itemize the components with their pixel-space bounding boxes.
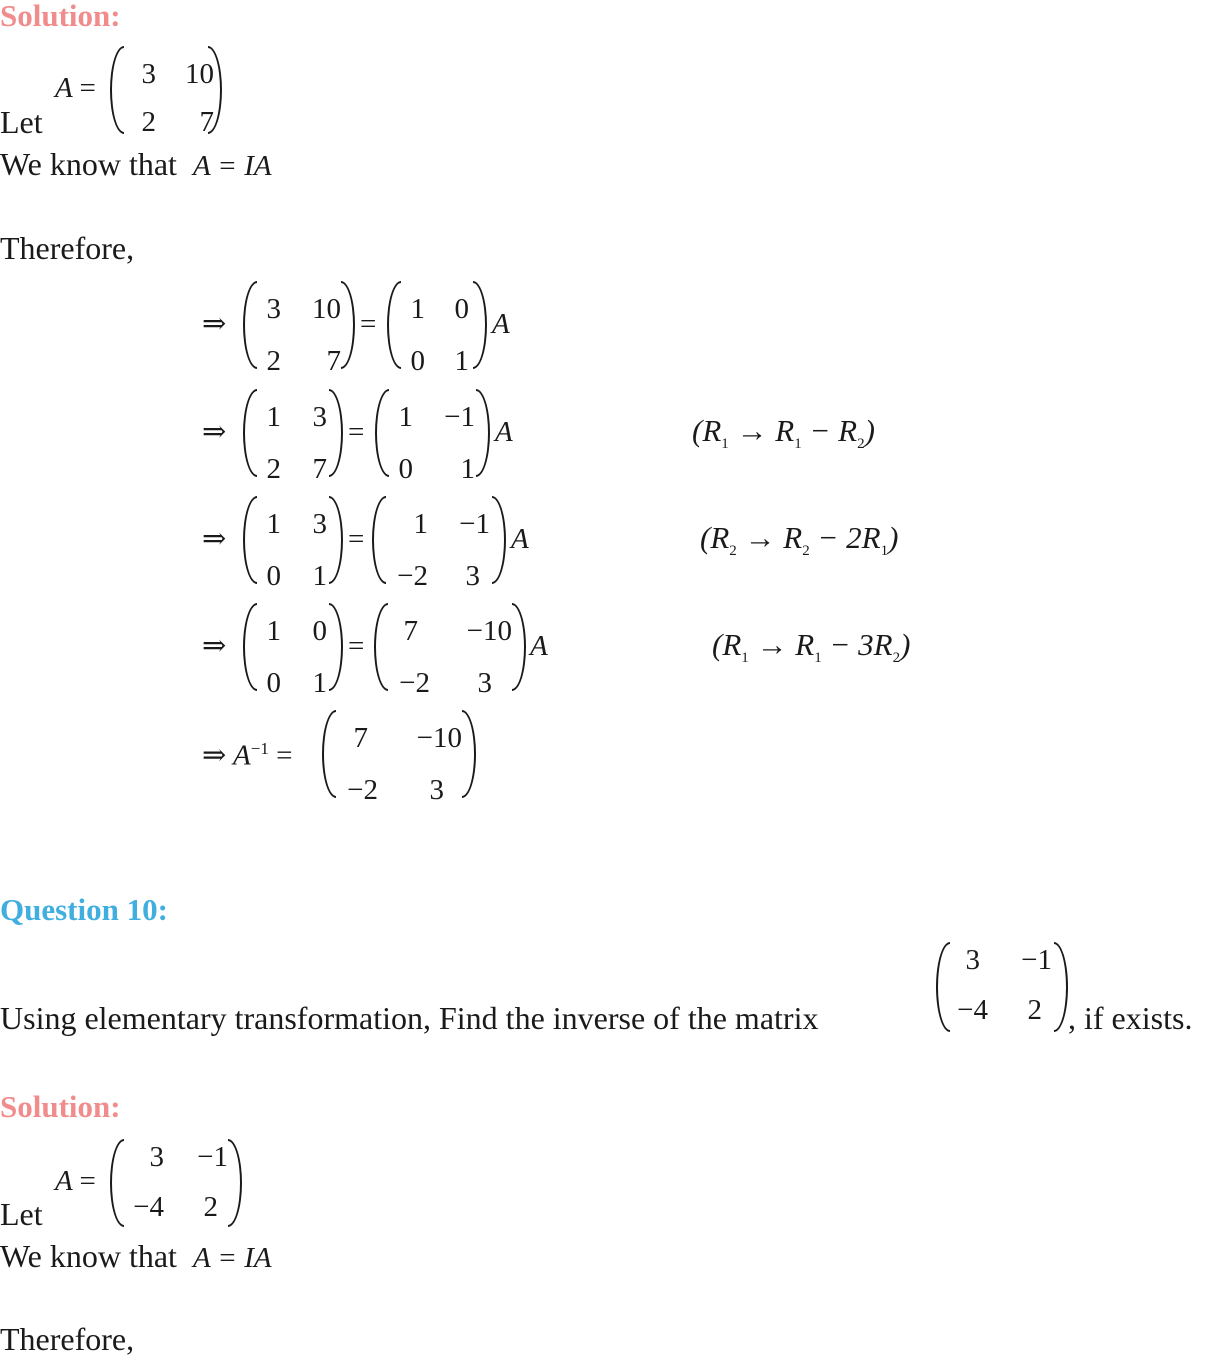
question-text: Using elementary transformation, Find the inverse of the matrix — [0, 1000, 819, 1036]
step3-lhs-matrix — [243, 496, 343, 592]
let-label: Let — [0, 1196, 43, 1232]
matrix-cell: 0 — [398, 453, 413, 485]
matrix-name: A — [495, 416, 513, 448]
matrix-cell: −1 — [197, 1141, 228, 1173]
matrix-cell: 1 — [266, 508, 281, 540]
step4-rhs-matrix — [374, 603, 526, 699]
matrix-cell: 3 — [465, 560, 480, 592]
question-text-suffix: , if exists. — [1068, 1000, 1193, 1036]
matrix-cell: 10 — [185, 58, 214, 90]
let-matrix-name: A = — [55, 1165, 96, 1197]
matrix-cell: 1 — [460, 453, 475, 485]
matrix-cell: 7 — [353, 722, 368, 754]
matrix-cell: −4 — [133, 1191, 164, 1223]
matrix-cell: −1 — [1021, 944, 1052, 976]
matrix-cell: −1 — [444, 401, 475, 433]
inverse-statement: ⇒ $A^{-1}$ = — [202, 739, 293, 772]
matrix-cell: 2 — [266, 453, 281, 485]
matrix-cell: 1 — [312, 667, 327, 699]
equals-sign: = — [348, 630, 365, 662]
matrix-cell: 10 — [312, 293, 341, 325]
step3-rhs-matrix — [372, 496, 506, 592]
step1-lhs-matrix — [243, 281, 355, 377]
matrix-cell: 1 — [410, 293, 425, 325]
matrix-cell: 0 — [266, 667, 281, 699]
equals-sign: = — [348, 416, 365, 448]
let-label: Let — [0, 104, 43, 140]
know-sentence: We know that A = IA — [0, 1238, 272, 1274]
matrix-cell: 7 — [326, 345, 341, 377]
know-sentence: We know that A = IA — [0, 146, 272, 182]
matrix-cell: 3 — [312, 508, 327, 540]
matrix-cell: 3 — [429, 774, 444, 806]
row-operation-2: $(R_2 \to R_2 - 2R_1)$ — [700, 520, 899, 560]
matrix-cell: −4 — [957, 994, 988, 1026]
matrix-cell: 0 — [266, 560, 281, 592]
row-operation-1: $(R_1 \to R_1 - R_2)$ — [692, 413, 875, 453]
question-matrix — [936, 942, 1068, 1032]
step4-lhs-matrix — [243, 603, 343, 699]
matrix-cell: 1 — [454, 345, 469, 377]
matrix-cell: 7 — [199, 106, 214, 138]
let-matrix-name: A = — [55, 72, 96, 104]
matrix-cell: 2 — [1027, 994, 1042, 1026]
matrix-cell: −2 — [347, 774, 378, 806]
therefore-label: Therefore, — [0, 1321, 135, 1357]
matrix-cell: 3 — [477, 667, 492, 699]
matrix-cell: 1 — [266, 615, 281, 647]
implies-symbol: ⇒ — [202, 308, 227, 340]
step2-rhs-matrix — [375, 389, 490, 485]
matrix-name: A — [530, 630, 548, 662]
matrix-cell: 7 — [403, 615, 418, 647]
matrix-cell: 3 — [149, 1141, 164, 1173]
matrix-cell: 7 — [312, 453, 327, 485]
matrix-A-question10 — [110, 1139, 242, 1227]
matrix-cell: 1 — [266, 401, 281, 433]
step1-rhs-matrix — [387, 281, 487, 377]
matrix-cell: 3 — [141, 58, 156, 90]
equals-sign: = — [360, 308, 377, 340]
implies-symbol: ⇒ — [202, 416, 227, 448]
matrix-A — [110, 46, 222, 138]
matrix-cell: −2 — [399, 667, 430, 699]
matrix-cell: 0 — [410, 345, 425, 377]
step2-lhs-matrix — [243, 389, 343, 485]
solution-heading: Solution: — [0, 1089, 121, 1124]
equals-sign: = — [348, 523, 365, 555]
matrix-cell: 2 — [203, 1191, 218, 1223]
question-heading: Question 10: — [0, 892, 168, 927]
matrix-cell: −1 — [459, 508, 490, 540]
matrix-cell: 0 — [312, 615, 327, 647]
matrix-cell: −10 — [466, 615, 512, 647]
matrix-cell: 3 — [266, 293, 281, 325]
therefore-label: Therefore, — [0, 230, 135, 266]
matrix-name: A — [492, 308, 510, 340]
matrix-cell: 2 — [141, 106, 156, 138]
matrix-cell: 2 — [266, 345, 281, 377]
inverse-matrix — [322, 710, 476, 806]
solution-heading: Solution: — [0, 0, 121, 33]
matrix-cell: 1 — [398, 401, 413, 433]
matrix-cell: 1 — [312, 560, 327, 592]
matrix-name: A — [511, 523, 529, 555]
implies-symbol: ⇒ — [202, 523, 227, 555]
matrix-cell: 0 — [454, 293, 469, 325]
matrix-cell: 3 — [965, 944, 980, 976]
implies-symbol: ⇒ — [202, 630, 227, 662]
row-operation-3: $(R_1 \to R_1 - 3R_2)$ — [712, 627, 911, 667]
matrix-cell: −10 — [416, 722, 462, 754]
matrix-cell: −2 — [397, 560, 428, 592]
matrix-cell: 1 — [413, 508, 428, 540]
matrix-cell: 3 — [312, 401, 327, 433]
